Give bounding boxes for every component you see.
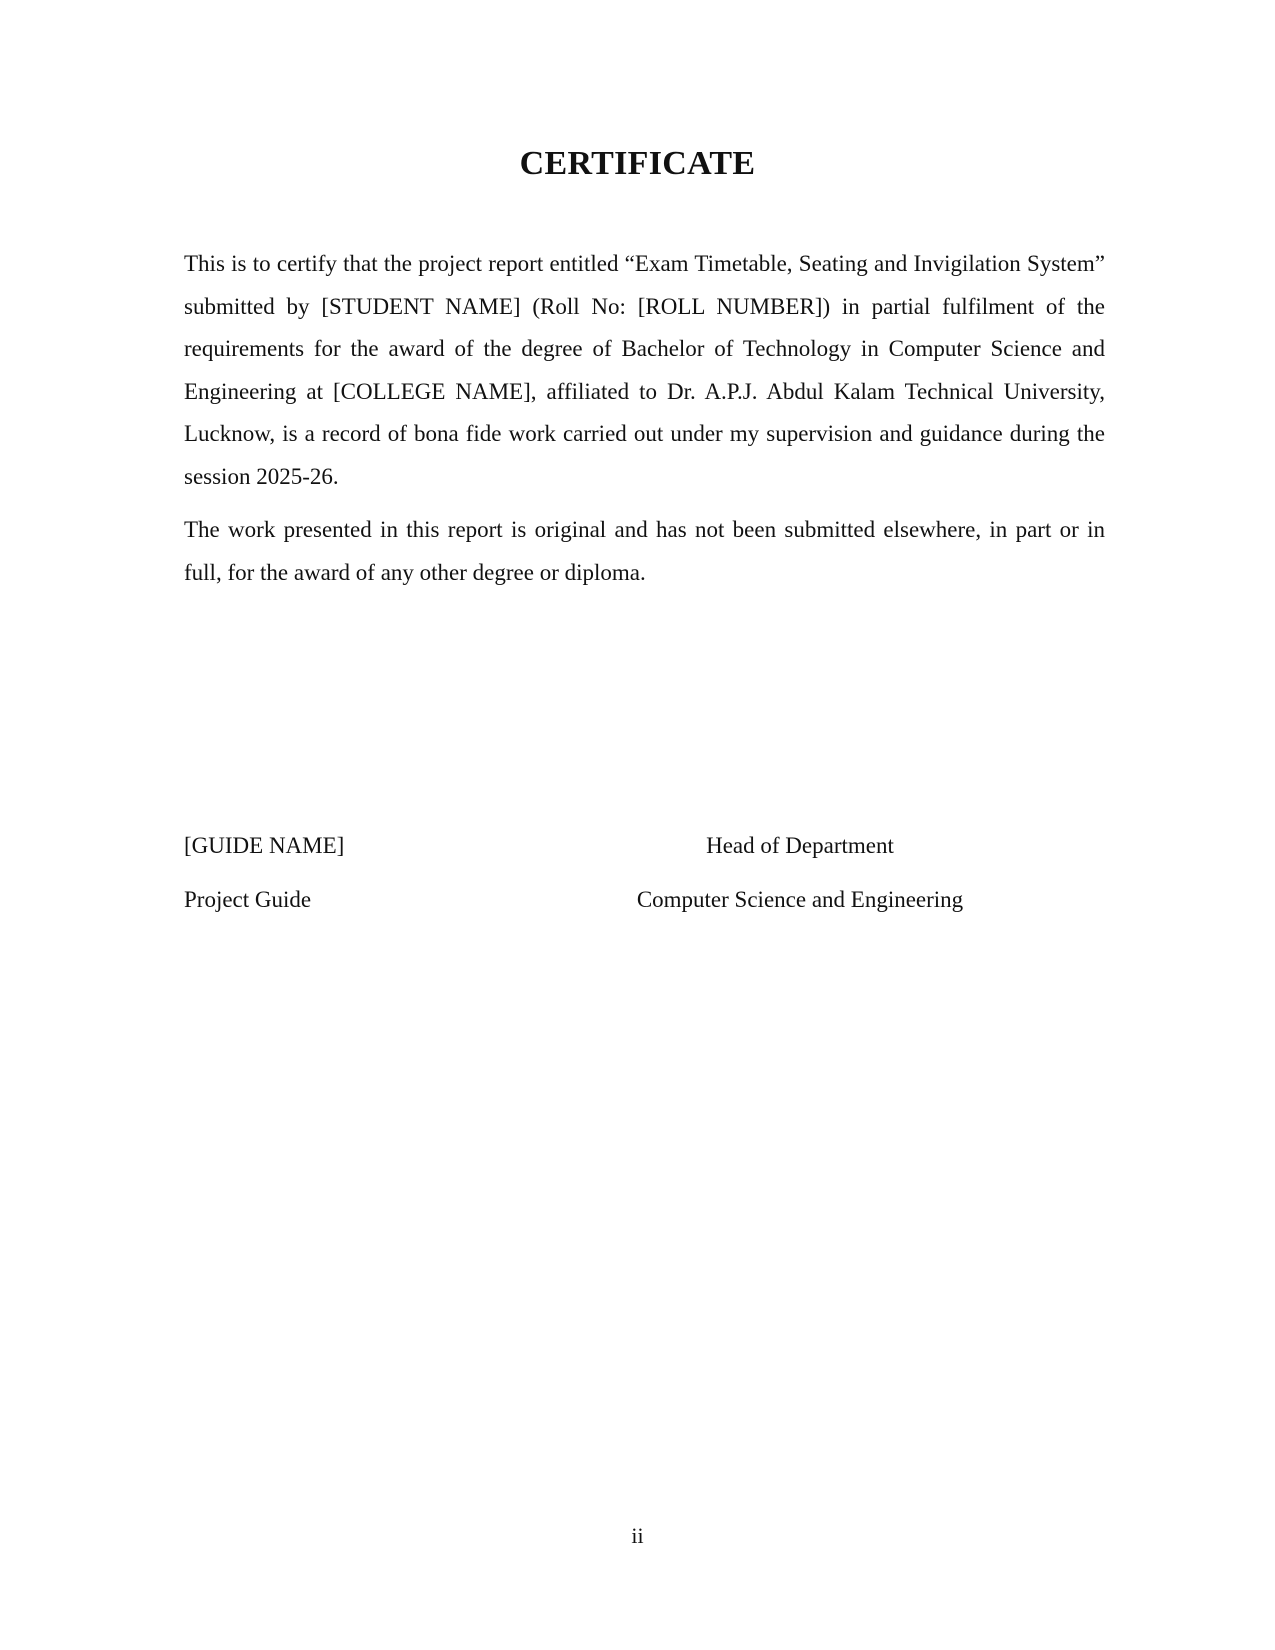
guide-name: [GUIDE NAME] xyxy=(184,833,345,858)
hod-title: Head of Department xyxy=(706,833,894,858)
guide-role: Project Guide xyxy=(184,887,312,912)
certificate-paragraph-2: The work presented in this report is original and has not been submitted elsewhere, in part or in full, for the award of any other degree or diploma. xyxy=(184,517,1105,585)
certificate-body xyxy=(184,243,1105,594)
hod-department: Computer Science and Engineering xyxy=(636,887,964,912)
page-number: ii xyxy=(631,1523,644,1548)
certificate-paragraph-1: This is to certify that the project report entitled “Exam Timetable, Seating and Invigilation System” submitted by [STUDENT NAME] (Roll No: [ROLL NUMBER]) in partial fulfilment of the requirements for the award of the degree of Bachelor of Technology in Computer Science and Engineering at [COLLEGE NAME], affiliated to Dr. A.P.J. Abdul Kalam Technical University, Lucknow, is a record of bona fide work carried out under my supervision and guidance during the session 2025-26. xyxy=(184,251,1105,489)
page-title: CERTIFICATE xyxy=(519,145,756,182)
